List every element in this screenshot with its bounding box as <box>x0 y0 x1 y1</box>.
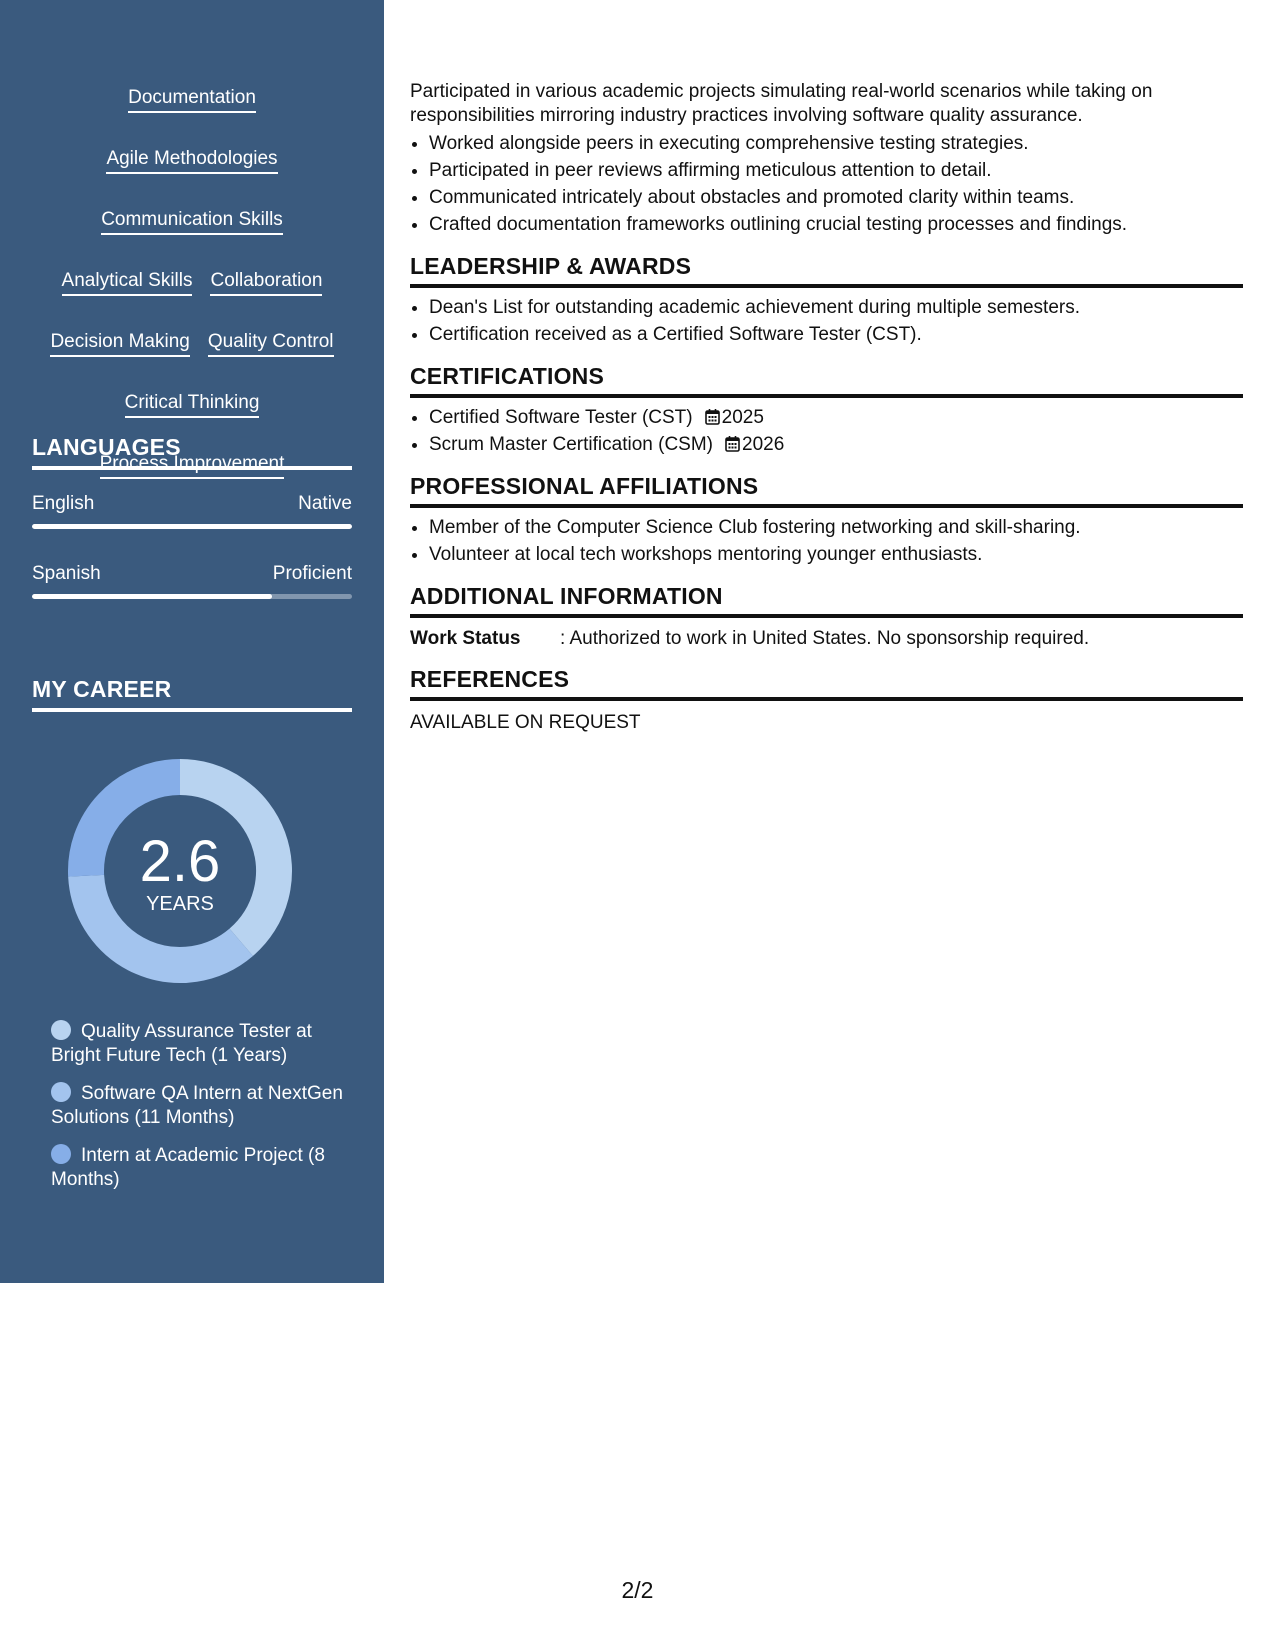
language-item <box>32 562 352 599</box>
certification-year: 2026 <box>742 434 785 455</box>
career-legend-label: Software QA Intern at NextGen Solutions (11 Months) <box>51 1083 343 1128</box>
career-heading: MY CAREER <box>32 676 352 712</box>
career-total-value: 2.6 <box>139 829 221 894</box>
bullet-item: • Participated in peer reviews affirming meticulous attention to detail. <box>429 157 1243 184</box>
language-level: Native <box>298 493 352 514</box>
language-name: English <box>32 493 95 514</box>
work-status-row <box>410 627 1243 651</box>
additional-info-heading: ADDITIONAL INFORMATION <box>410 582 1243 618</box>
leadership-list <box>410 294 1243 348</box>
career-legend-label: Intern at Academic Project (8 Months) <box>51 1145 325 1190</box>
certification-item <box>429 404 1243 431</box>
language-proficiency-fill <box>32 524 352 529</box>
work-status-label: Work Status <box>410 628 521 649</box>
legend-dot-icon <box>51 1020 71 1040</box>
language-proficiency-bar <box>32 524 352 529</box>
career-legend-item <box>51 1144 351 1192</box>
skill-tag: Critical Thinking <box>125 391 260 418</box>
certification-name: Certified Software Tester (CST) <box>429 407 693 428</box>
languages-heading: LANGUAGES <box>32 434 352 470</box>
calendar-icon <box>705 408 720 425</box>
career-total-unit: YEARS <box>146 893 214 915</box>
skill-tag: Communication Skills <box>101 208 283 235</box>
calendar-icon <box>725 435 740 452</box>
career-legend-item <box>51 1020 351 1068</box>
skill-tag: Collaboration <box>210 269 322 296</box>
language-level: Proficient <box>272 563 352 584</box>
language-name: Spanish <box>32 563 101 584</box>
career-legend-item <box>51 1082 351 1130</box>
skill-tag: Quality Control <box>208 330 334 357</box>
page-number: 2/2 <box>621 1577 654 1603</box>
references-text: AVAILABLE ON REQUEST <box>410 712 641 733</box>
skill-tag: Analytical Skills <box>62 269 193 296</box>
affiliations-list <box>410 514 1243 568</box>
bullet-item: • Volunteer at local tech workshops mentoring younger enthusiasts. <box>429 541 1243 568</box>
affiliations-heading: PROFESSIONAL AFFILIATIONS <box>410 472 1243 508</box>
skill-tag: Documentation <box>128 86 256 113</box>
work-status-value: : Authorized to work in United States. No sponsorship required. <box>560 628 1090 649</box>
legend-dot-icon <box>51 1082 71 1102</box>
project-description: Participated in various academic projects simulating real-world scenarios while taking on responsibilities mirroring industry practices involving software quality assurance. <box>410 81 1153 126</box>
certifications-heading: CERTIFICATIONS <box>410 362 1243 398</box>
certifications-list <box>410 404 1243 458</box>
bullet-item: • Member of the Computer Science Club fostering networking and skill-sharing. <box>429 514 1243 541</box>
language-item <box>32 492 352 529</box>
career-legend-label: Quality Assurance Tester at Bright Future Tech (1 Years) <box>51 1021 312 1066</box>
skill-tag: Decision Making <box>50 330 189 357</box>
skills-list <box>0 86 384 479</box>
certification-year: 2025 <box>721 407 764 428</box>
main-content <box>410 80 1243 735</box>
career-donut-chart <box>67 758 293 984</box>
certification-item <box>429 431 1243 458</box>
language-proficiency-bar <box>32 594 352 599</box>
bullet-item: • Crafted documentation frameworks outlining crucial testing processes and findings. <box>429 211 1243 238</box>
skill-tag: Process Improvement <box>100 452 285 479</box>
bullet-item: • Worked alongside peers in executing comprehensive testing strategies. <box>429 130 1243 157</box>
bullet-item: • Dean's List for outstanding academic achievement during multiple semesters. <box>429 294 1243 321</box>
references-heading: REFERENCES <box>410 665 1243 701</box>
skill-tag: Agile Methodologies <box>106 147 277 174</box>
certification-name: Scrum Master Certification (CSM) <box>429 434 713 455</box>
project-bullets <box>410 130 1243 238</box>
bullet-item: • Certification received as a Certified Software Tester (CST). <box>429 321 1243 348</box>
language-proficiency-fill <box>32 594 272 599</box>
sidebar <box>0 0 384 1283</box>
career-legend <box>51 1020 351 1206</box>
leadership-heading: LEADERSHIP & AWARDS <box>410 252 1243 288</box>
legend-dot-icon <box>51 1144 71 1164</box>
bullet-item: • Communicated intricately about obstacles and promoted clarity within teams. <box>429 184 1243 211</box>
